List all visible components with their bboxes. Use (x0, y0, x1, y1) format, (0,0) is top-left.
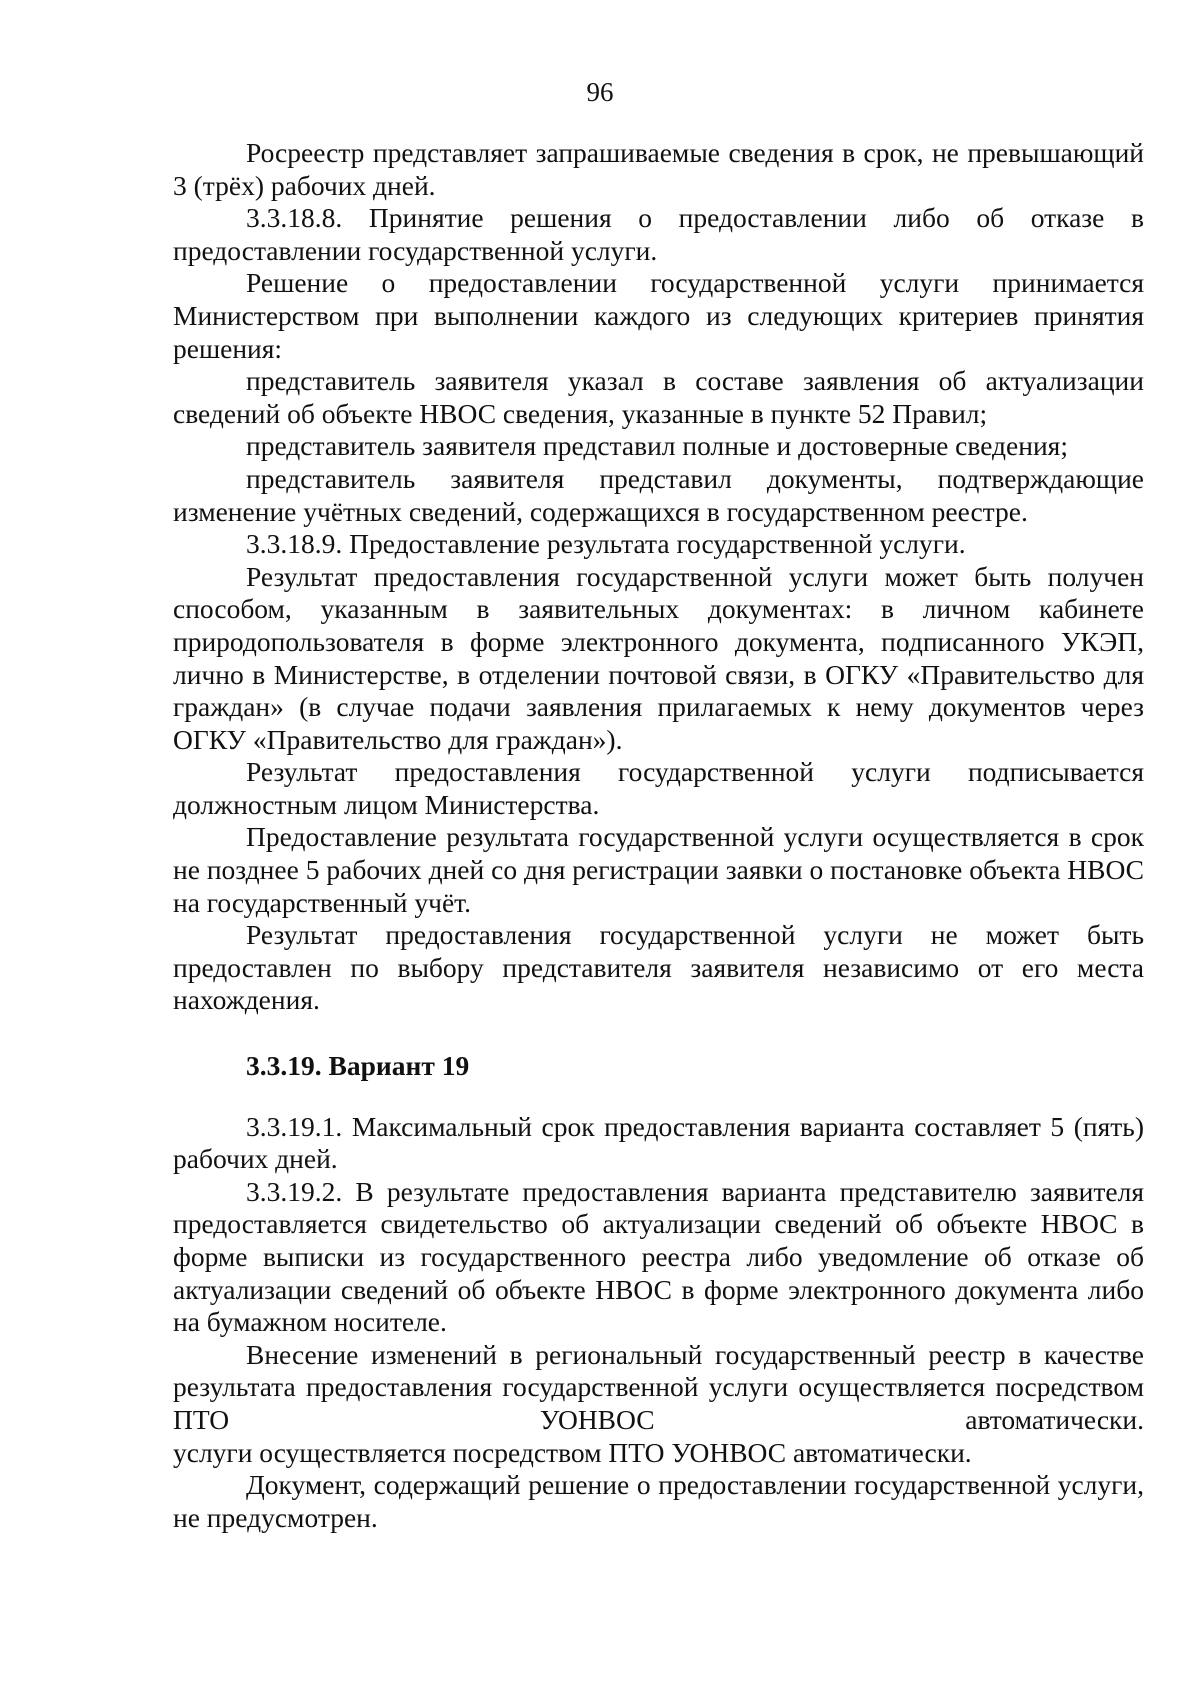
paragraph: 3.3.18.8. Принятие решения о предоставлении либо об отказе в предоставлении государственной услуги. (173, 202, 1144, 266)
paragraph: Внесение изменений в региональный государственный реестр в качестве результата предоставления государственной услуги осуществляется посредством ПТО УОНВОС автоматически. (173, 1338, 1144, 1435)
page-number: 96 (586, 77, 614, 107)
paragraph: 3.3.19.2. В результате предоставления варианта представителю заявителя предоставляется свидетельство об актуализации сведений об объекте НВОС в форме выписки из государственного реестра либо уведомление об отказе об актуализации сведений об объекте НВОС в форме электронного документа либо на бумажном носителе. (173, 1175, 1144, 1338)
section-heading: 3.3.19. Вариант 19 (246, 1050, 470, 1082)
paragraph: Результат предоставления государственной услуги подписывается должностным лицом Министерства. (173, 756, 1144, 820)
list-paragraph: представитель заявителя указал в составе заявления об актуализации сведений об объекте НВОС сведения, указанные в пункте 52 Правил; (173, 365, 1144, 429)
paragraph: 3.3.18.9. Предоставление результата государственной услуги. (246, 528, 966, 560)
document-body (173, 137, 1144, 1534)
paragraph: Документ, содержащий решение о предоставлении государственной услуги, не предусмотрен. (173, 1469, 1144, 1533)
paragraph: Предоставление результата государственной услуги осуществляется в срок не позднее 5 рабочих дней со дня регистрации заявки о постановке объекта НВОС на государственный учёт. (173, 821, 1144, 918)
paragraph: Решение о предоставлении государственной услуги принимается Министерством при выполнении каждого из следующих критериев принятия решения: (173, 267, 1144, 364)
paragraph: Результат предоставления государственной услуги может быть получен способом, указанным в заявительных документах: в личном кабинете природопользователя в форме электронного документа, подписанного УКЭП, лично в Министерстве, в отделении почтовой связи, в ОГКУ «Правительство для граждан» (в случае подачи заявления прилагаемых к нему документов через ОГКУ «Правительство для граждан»). (173, 560, 1144, 755)
paragraph: Росреестр представляет запрашиваемые сведения в срок, не превышающий 3 (трёх) рабочих дней. (173, 137, 1144, 201)
list-paragraph: представитель заявителя представил документы, подтверждающие изменение учётных сведений, содержащихся в государственном реестре. (173, 462, 1144, 527)
paragraph-continuation: услуги осуществляется посредством ПТО УОНВОС автоматически. (173, 1436, 972, 1468)
paragraph: 3.3.19.1. Максимальный срок предоставления варианта составляет 5 (пять) рабочих дней. (173, 1110, 1144, 1175)
list-paragraph: представитель заявителя представил полные и достоверные сведения; (246, 430, 1068, 462)
paragraph: Результат предоставления государственной услуги не может быть предоставлен по выбору представителя заявителя независимо от его места нахождения. (173, 919, 1144, 1016)
